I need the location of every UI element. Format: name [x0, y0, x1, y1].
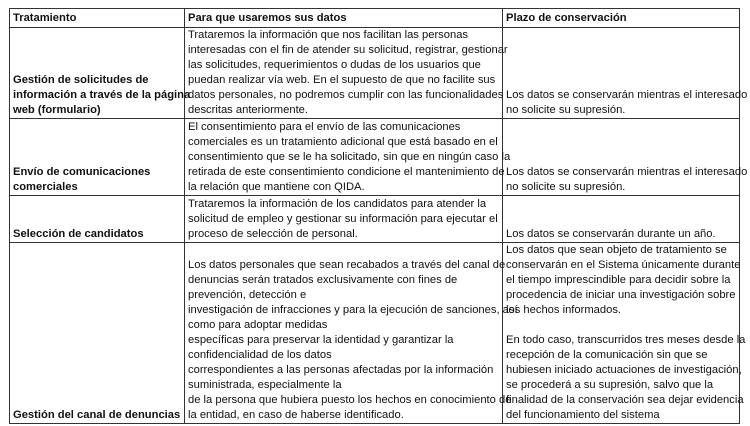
- cell-plazo: [503, 28, 748, 119]
- text-line: comerciales es un tratamiento adicional que está basado en el: [188, 136, 498, 148]
- cell-plazo: [503, 119, 748, 196]
- text-line: consentimiento que se le ha solicitado, sin que en ningún caso la: [188, 151, 511, 163]
- text-line: Los datos se conservarán durante un año.: [506, 228, 716, 240]
- text-line: conservarán en el Sistema únicamente durante: [506, 259, 741, 271]
- cell-uso: [185, 196, 503, 243]
- text-line: finalidad de la conservación sea dejar evidencia: [506, 394, 744, 406]
- text-line: como para adoptar medidas: [188, 319, 328, 331]
- header-plazo: Plazo de conservación: [503, 9, 740, 28]
- table-row: [10, 243, 740, 424]
- text-line: descritas anteriormente.: [188, 104, 309, 116]
- paragraph-gap: [506, 318, 736, 333]
- text-line: suministrada, especialmente la: [188, 379, 342, 391]
- cell-uso: [185, 28, 508, 119]
- text-line: confidencialidad de los datos: [188, 349, 332, 361]
- text-line: web (formulario): [13, 104, 101, 116]
- data-retention-table: [9, 8, 748, 424]
- text-line: datos personales, no podremos cumplir con las funcionalidades: [188, 89, 504, 101]
- table-header-row: [10, 9, 740, 28]
- text-line: Gestión del canal de denuncias: [13, 409, 181, 421]
- table-row: [10, 196, 740, 243]
- text-line: la relación que mantiene con QIDA.: [188, 181, 365, 193]
- text-line: interesadas con el fin de atender su solicitud, registrar, gestionar: [188, 44, 508, 56]
- cell-uso: [185, 119, 511, 196]
- text-line: investigación de infracciones y para la ejecución de sanciones, así: [188, 304, 518, 316]
- cell-tratamiento: [10, 243, 185, 424]
- header-uso: Para que usaremos sus datos: [185, 9, 503, 28]
- text-line: solicitud de empleo y gestionar su información para ejecutar el: [188, 213, 498, 225]
- text-line: no solicite su supresión.: [506, 181, 626, 193]
- text-line: procedencia de iniciar una investigación sobre: [506, 289, 736, 301]
- text-line: Los datos se conservarán mientras el interesado: [506, 166, 748, 178]
- text-line: los hechos informados.: [506, 304, 622, 316]
- text-line: Trataremos la información que nos facilitan las personas: [188, 29, 469, 41]
- text-line: Selección de candidatos: [13, 228, 144, 240]
- text-line: El consentimiento para el envío de las comunicaciones: [188, 121, 461, 133]
- cell-tratamiento: [10, 119, 185, 196]
- text-line: no solicite su supresión.: [506, 104, 626, 116]
- text-line: de la persona que hubiera puesto los hechos en conocimiento de: [188, 394, 512, 406]
- text-line: prevención, detección e: [188, 289, 307, 301]
- text-line: hubiesen iniciado actuaciones de investigación,: [506, 364, 742, 376]
- text-line: correspondientes a las personas afectadas por la información: [188, 364, 494, 376]
- table-row: [10, 119, 740, 196]
- text-line: el tiempo imprescindible para decidir sobre la: [506, 274, 731, 286]
- cell-tratamiento: [10, 28, 191, 119]
- text-line: del funcionamiento del sistema: [506, 409, 660, 421]
- text-line: comerciales: [13, 181, 78, 193]
- text-line: retirada de este consentimiento condicione el mantenimiento de: [188, 166, 505, 178]
- text-line: proceso de selección de personal.: [188, 228, 358, 240]
- cell-uso: [185, 243, 518, 424]
- text-line: específicas para preservar la identidad y garantizar la: [188, 334, 454, 346]
- header-tratamiento: Tratamiento: [10, 9, 185, 28]
- text-line: las solicitudes, requerimientos o dudas de los usuarios que: [188, 59, 481, 71]
- text-line: En todo caso, transcurridos tres meses desde la: [506, 334, 746, 346]
- text-line: la entidad, en caso de haberse identificado.: [188, 409, 404, 421]
- text-line: información a través de la página: [13, 89, 191, 101]
- cell-plazo: [503, 243, 746, 424]
- text-line: puedan realizar vía web. En el supuesto de que no facilite sus: [188, 74, 496, 86]
- text-line: Gestión de solicitudes de: [13, 74, 149, 86]
- text-line: se procederá a su supresión, salvo que la: [506, 379, 714, 391]
- cell-tratamiento: [10, 196, 185, 243]
- text-line: Los datos personales que sean recabados a través del canal de: [188, 259, 506, 271]
- text-line: Los datos que sean objeto de tratamiento se: [506, 244, 727, 256]
- text-line: Trataremos la información de los candidatos para atender la: [188, 198, 487, 210]
- text-line: denuncias serán tratados exclusivamente con fines de: [188, 274, 458, 286]
- text-line: Envío de comunicaciones: [13, 166, 151, 178]
- text-line: Los datos se conservarán mientras el interesado: [506, 89, 748, 101]
- cell-plazo: [503, 196, 740, 243]
- table-row: [10, 28, 740, 119]
- text-line: recepción de la comunicación sin que se: [506, 349, 708, 361]
